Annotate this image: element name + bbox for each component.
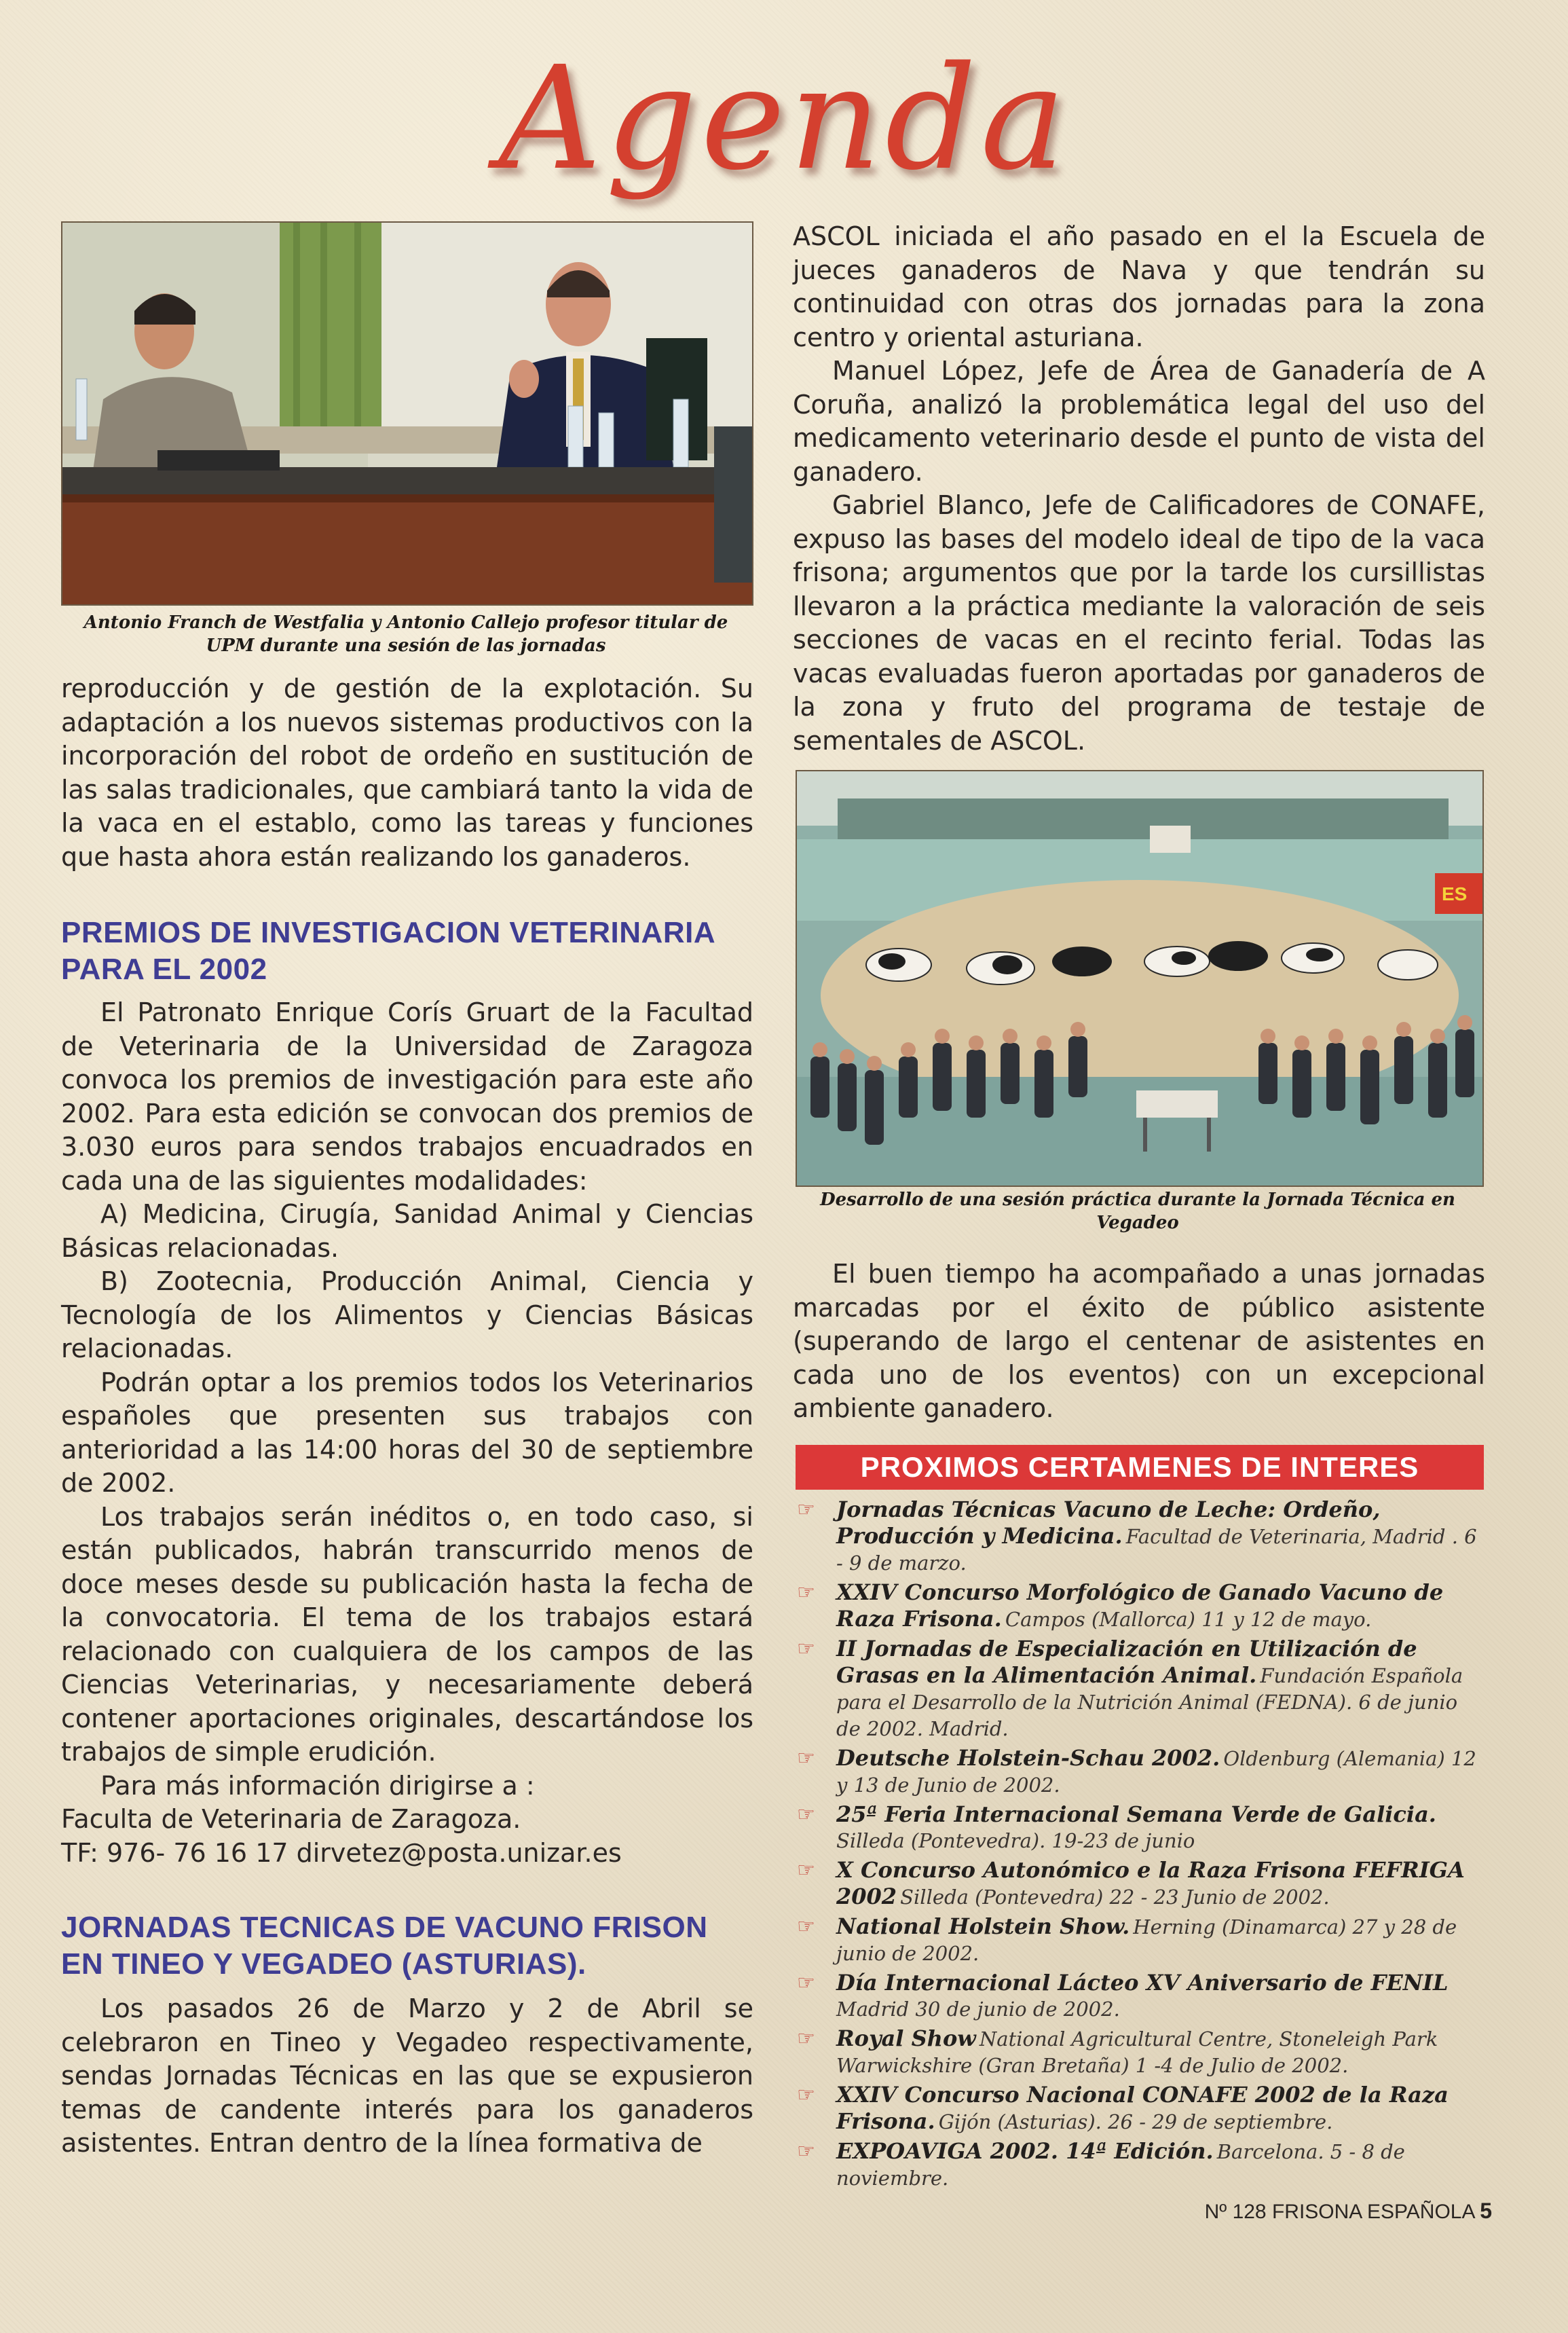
event-item	[796, 1801, 1488, 1854]
premios-paragraph-5: Los trabajos serán inéditos o, en todo caso, si están publicados, habrán transcurrido menos de doce meses desde su publicación hasta la fecha de la convocatoria. El tema de los trabajos estará relacionado con cualquiera de los campos de las Ciencias Veterinarias, y necesariamente deberá contener aportaciones originales, descartándose los trabajos de simple erudición.	[61, 1501, 753, 1767]
event-detail: Barcelona. 5 - 8 de noviembre.	[836, 2140, 1405, 2190]
conference-photo-image	[62, 223, 752, 604]
left-column	[61, 672, 753, 2161]
premios-paragraph-4: Podrán optar a los premios todos los Veterinarios españoles que presenten sus trabajos con anterioridad a las 14:00 horas del 30 de septiembre de 2002.	[61, 1367, 753, 1498]
event-item	[796, 1636, 1488, 1742]
event-detail: Facultad de Veterinaria, Madrid . 6 - 9 de marzo.	[836, 1525, 1477, 1575]
arena-photo	[796, 770, 1484, 1187]
pointing-hand-icon: ☞	[797, 1498, 815, 1522]
page-number: 5	[1480, 2199, 1492, 2223]
event-title: XXIV Concurso Nacional CONAFE 2002 de la Raza Frisona.	[836, 2082, 1449, 2134]
pointing-hand-icon: ☞	[797, 1581, 815, 1604]
premios-paragraph-1: El Patronato Enrique Corís Gruart de la Facultad de Veterinaria de la Universidad de Zaragoza convoca los premios de investigación para este año 2002. Para esta edición se convocan dos premios de 3.030 euros para sendos trabajos encuadrados en cada una de las siguientes modalidades:	[61, 997, 753, 1196]
event-item	[796, 1579, 1488, 1633]
event-title: Royal Show	[836, 2025, 976, 2051]
event-item	[796, 1857, 1488, 1911]
event-detail: Madrid 30 de junio de 2002.	[836, 1998, 1120, 2021]
blanco-paragraph: Gabriel Blanco, Jefe de Calificadores de CONAFE, expuso las bases del modelo ideal de tipo de la vaca frisona; argumentos que por la tarde los cursillistas llevaron a la práctica mediante la valoración de seis secciones de vacas en el recinto ferial. Todas las vacas evaluadas fueron aportadas por ganaderos de la zona y fruto del programa de testaje de sementales de ASCOL.	[793, 490, 1485, 756]
pointing-hand-icon: ☞	[797, 1746, 815, 1770]
event-detail: Campos (Mallorca) 11 y 12 de mayo.	[1005, 1608, 1372, 1631]
event-detail: Silleda (Pontevedra) 22 - 23 Junio de 2002.	[900, 1886, 1330, 1909]
pointing-hand-icon: ☞	[797, 1915, 815, 1939]
events-banner: PROXIMOS CERTAMENES DE INTERES	[796, 1445, 1484, 1490]
event-title: X Concurso Autonómico e la Raza Frisona FEFRIGA 2002	[836, 1857, 1465, 1909]
event-detail: Gijón (Asturias). 26 - 29 de septiembre.	[938, 2110, 1333, 2133]
premios-address: Faculta de Veterinaria de Zaragoza.	[61, 1804, 521, 1834]
intro-paragraph: reproducción y de gestión de la explotación. Su adaptación a los nuevos sistemas productivos con la incorporación del robot de ordeño en sustitución de las salas tradicionales, que cambiará tanto la vida de la vaca en el establo, como las tareas y funciones que hasta ahora están realizando los ganaderos.	[61, 674, 753, 872]
event-detail: Herning (Dinamarca) 27 y 28 de junio de 2002.	[836, 1915, 1457, 1965]
pointing-hand-icon: ☞	[797, 1637, 815, 1661]
right-column-mid	[793, 1257, 1485, 1426]
event-title: Deutsche Holstein-Schau 2002.	[836, 1745, 1220, 1771]
premios-contact: TF: 976- 76 16 17 dirvetez@posta.unizar.es	[61, 1837, 622, 1868]
issue-number: Nº 128	[1204, 2201, 1267, 2223]
event-detail: National Agricultural Centre, Stoneleigh Park Warwickshire (Gran Bretaña) 1 -4 de Julio de 2002.	[836, 2027, 1438, 2077]
event-title: Día Internacional Lácteo XV Aniversario de FENIL	[836, 1970, 1449, 1996]
arena-photo-caption: Desarrollo de una sesión práctica durante la Jornada Técnica en Vegadeo	[820, 1190, 1455, 1233]
conference-photo	[61, 221, 753, 606]
event-item	[796, 1496, 1488, 1577]
event-detail: Silleda (Pontevedra). 19-23 de junio	[836, 1829, 1195, 1852]
event-item	[796, 2082, 1488, 2135]
events-list	[796, 1496, 1488, 2194]
event-item	[796, 1970, 1488, 2023]
premios-paragraph-3: B) Zootecnia, Producción Animal, Ciencia y Tecnología de los Alimentos y Ciencias Básicas relacionadas.	[61, 1266, 753, 1363]
arena-photo-image	[797, 771, 1482, 1186]
pointing-hand-icon: ☞	[797, 2083, 815, 2107]
event-title: Jornadas Técnicas Vacuno de Leche: Ordeño, Producción y Medicina.	[836, 1496, 1381, 1549]
arena-banner-text: ES	[1442, 883, 1468, 904]
pointing-hand-icon: ☞	[797, 1803, 815, 1826]
jornadas-paragraph-1: Los pasados 26 de Marzo y 2 de Abril se celebraron en Tineo y Vegadeo respectivamente, sendas Jornadas Técnicas en las que se expusieron temas de candente interés para los ganaderos asistentes. Entran dentro de la línea formativa de	[61, 1994, 753, 2158]
page-title: Agenda	[498, 35, 1070, 202]
event-title: 25ª Feria Internacional Semana Verde de Galicia.	[836, 1801, 1436, 1827]
jornadas-heading: JORNADAS TECNICAS DE VACUNO FRISON EN TINEO Y VEGADEO (ASTURIAS).	[61, 1911, 708, 1981]
event-title: II Jornadas de Especialización en Utilización de Grasas en la Alimentación Animal.	[836, 1636, 1417, 1688]
event-item	[796, 1913, 1488, 1967]
premios-heading: PREMIOS DE INVESTIGACION VETERINARIA PARA EL 2002	[61, 916, 715, 986]
event-title: National Holstein Show.	[836, 1913, 1130, 1939]
page-footer	[1205, 2199, 1492, 2224]
ascol-paragraph: ASCOL iniciada el año pasado en el la Escuela de jueces ganaderos de Nava y que tendrán su continuidad con otras dos jornadas para la zona centro y oriental asturiana.	[793, 221, 1485, 352]
event-item	[796, 2138, 1488, 2192]
pointing-hand-icon: ☞	[797, 2027, 815, 2051]
pointing-hand-icon: ☞	[797, 2139, 815, 2163]
event-title: EXPOAVIGA 2002. 14ª Edición.	[836, 2138, 1214, 2164]
magazine-name: FRISONA ESPAÑOLA	[1271, 2201, 1474, 2223]
event-title: XXIV Concurso Morfológico de Ganado Vacuno de Raza Frisona.	[836, 1579, 1444, 1632]
event-item	[796, 2025, 1488, 2079]
premios-paragraph-2: A) Medicina, Cirugía, Sanidad Animal y Ciencias Básicas relacionadas.	[61, 1199, 753, 1263]
closing-paragraph: El buen tiempo ha acompañado a unas jornadas marcadas por el éxito de público asistente (superando de largo el centenar de asistentes en cada uno de los eventos) con un excepcional ambiente ganadero.	[793, 1259, 1485, 1423]
lopez-paragraph: Manuel López, Jefe de Área de Ganadería de A Coruña, analizó la problemática legal del uso del medicamento veterinario desde el punto de vista del ganadero.	[793, 356, 1485, 487]
right-column-top	[793, 220, 1485, 758]
conference-photo-caption: Antonio Franch de Westfalia y Antonio Callejo profesor titular de UPM durante una sesión de las jornadas	[83, 612, 728, 656]
event-detail: Fundación Española para el Desarrollo de la Nutrición Animal (FEDNA). 6 de junio de 2002. Madrid.	[836, 1664, 1463, 1740]
event-detail: Oldenburg (Alemania) 12 y 13 de Junio de 2002.	[836, 1747, 1476, 1797]
pointing-hand-icon: ☞	[797, 1971, 815, 1995]
premios-paragraph-6: Para más información dirigirse a :	[100, 1770, 535, 1801]
event-item	[796, 1745, 1488, 1799]
pointing-hand-icon: ☞	[797, 1858, 815, 1882]
